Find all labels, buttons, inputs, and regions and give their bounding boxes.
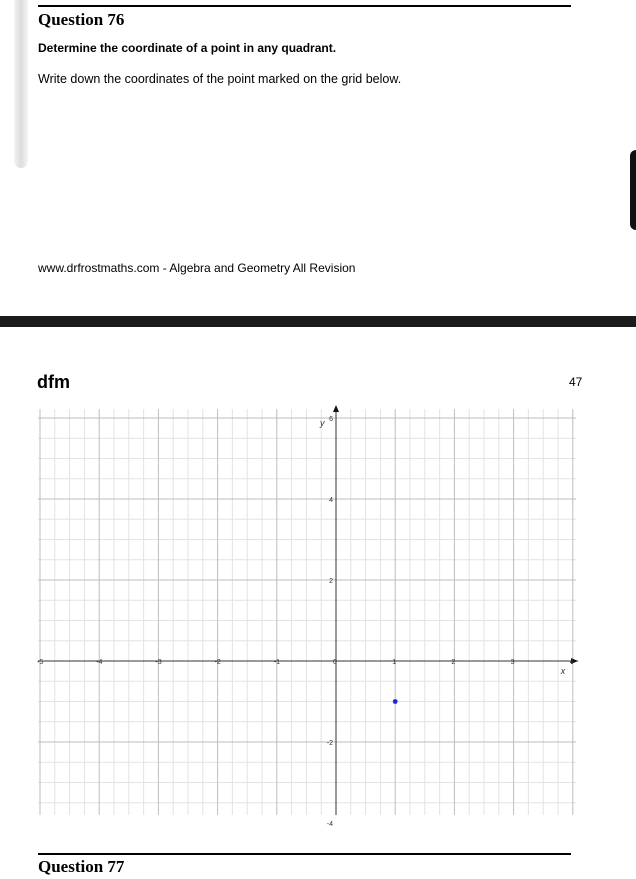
x-axis-label: x xyxy=(560,666,566,676)
x-tick-label: -3 xyxy=(155,659,162,666)
x-tick-label: -2 xyxy=(214,659,221,666)
page-edge xyxy=(630,150,636,230)
x-tick-label: 0 xyxy=(333,659,337,666)
question-objective: Determine the coordinate of a point in any quadrant. xyxy=(38,41,337,55)
coordinate-grid xyxy=(0,327,636,879)
page-top xyxy=(0,0,636,316)
y-tick-label: 4 xyxy=(329,497,333,504)
y-tick-label: 2 xyxy=(329,578,333,585)
y-tick-label: -2 xyxy=(326,740,333,747)
x-tick-label: 1 xyxy=(392,659,397,666)
page-number: 47 xyxy=(569,375,583,389)
x-tick-label: 3 xyxy=(510,659,515,666)
plotted-point xyxy=(393,699,398,704)
bottom-rule xyxy=(38,853,571,855)
x-tick-label: 2 xyxy=(451,659,456,666)
x-tick-label: 4 xyxy=(569,659,574,666)
page-bottom xyxy=(0,327,636,879)
brand-logo: dfm xyxy=(37,372,70,392)
footer-source: www.drfrostmaths.com - Algebra and Geometry All Revision xyxy=(38,261,356,275)
question-instruction: Write down the coordinates of the point marked on the grid below. xyxy=(38,72,402,86)
question-77-title: Question 77 xyxy=(38,857,125,876)
y-tick-label: -4 xyxy=(326,821,333,828)
y-axis-label: y xyxy=(320,418,325,428)
question-76-title: Question 76 xyxy=(38,10,125,29)
x-tick-label: -1 xyxy=(273,659,281,666)
top-rule xyxy=(38,5,571,7)
page-shadow xyxy=(14,0,28,168)
x-tick-label: -4 xyxy=(96,659,103,666)
page-separator xyxy=(0,316,636,327)
x-tick-label: -5 xyxy=(37,659,44,666)
y-tick-label: 6 xyxy=(329,416,333,423)
y-axis-arrow xyxy=(333,405,339,412)
